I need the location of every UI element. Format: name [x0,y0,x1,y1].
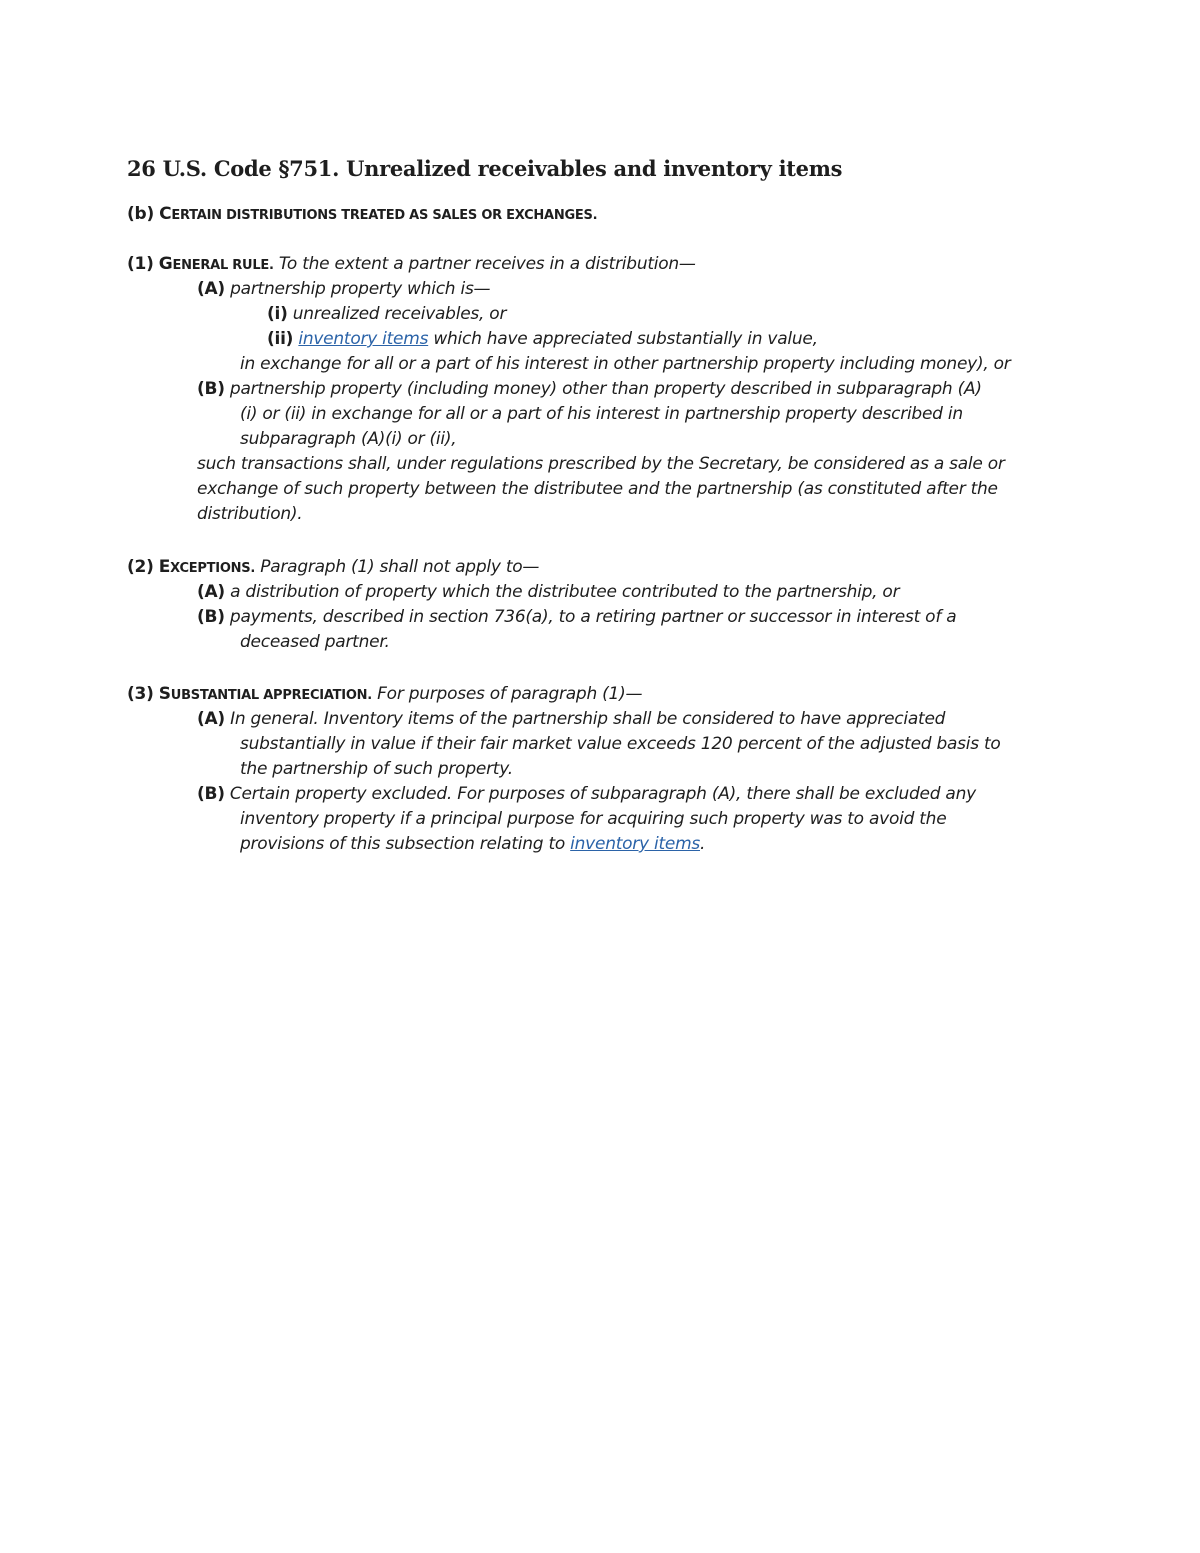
paragraph-1-A-ii [267,327,818,352]
inventory-items-link-2[interactable]: inventory items [570,834,700,854]
paragraph-1-tail-line-3: distribution). [197,504,303,524]
paragraph-3-title: SUBSTANTIAL APPRECIATION. [158,684,372,704]
paragraph-3-intro: For purposes of paragraph (1)— [377,684,643,704]
paragraph-3-B-line-2: inventory property if a principal purpose for acquiring such property was to avoid the [240,809,947,829]
paragraph-2-A-label: (A) [197,582,225,602]
paragraph-1-A-label: (A) [197,279,225,299]
paragraph-2-label: (2) [127,557,154,577]
paragraph-3-B-line-3 [240,832,705,857]
paragraph-1-B-line-3: subparagraph (A)(i) or (ii), [240,429,457,449]
paragraph-3-heading [127,682,642,708]
paragraph-1-B-label: (B) [197,379,225,399]
paragraph-1-A-text: partnership property which is— [230,279,491,299]
paragraph-2-B-line-2: deceased partner. [240,632,390,652]
paragraph-1-tail-line-2: exchange of such property between the distributee and the partnership (as constituted after the [197,479,998,499]
paragraph-1-A-ii-text: which have appreciated substantially in value, [428,329,818,349]
paragraph-3-A [197,707,945,732]
subsection-b-label: (b) [127,204,154,224]
paragraph-1-A-tail: in exchange for all or a part of his interest in other partnership property including money), or [240,354,1011,374]
paragraph-1-title: GENERAL RULE. [158,254,274,274]
paragraph-3-A-label: (A) [197,709,225,729]
paragraph-1-B [197,377,982,402]
paragraph-3-B-line-3-end: . [700,834,706,854]
paragraph-2-B [197,605,956,630]
paragraph-1-tail-line-1: such transactions shall, under regulations prescribed by the Secretary, be considered as a sale or [197,454,1005,474]
paragraph-3-B-text: Certain property excluded. For purposes of subparagraph (A), there shall be excluded any [229,784,976,804]
paragraph-3-B-label: (B) [197,784,225,804]
paragraph-3-label: (3) [127,684,154,704]
subsection-b-heading [127,202,597,228]
paragraph-3-B-line-3-text: provisions of this subsection relating to [240,834,571,854]
paragraph-2-A-text: a distribution of property which the distributee contributed to the partnership, or [230,582,900,602]
paragraph-1-B-line-2: (i) or (ii) in exchange for all or a part of his interest in partnership property described in [240,404,963,424]
paragraph-1-A-i [267,302,506,327]
paragraph-1-A-i-label: (i) [267,304,288,324]
paragraph-2-heading [127,555,539,581]
paragraph-1-label: (1) [127,254,154,274]
paragraph-1-B-text: partnership property (including money) other than property described in subparagraph (A) [229,379,982,399]
paragraph-3-A-text: In general. Inventory items of the partnership shall be considered to have appreciated [230,709,946,729]
subsection-b-title: CERTAIN DISTRIBUTIONS TREATED AS SALES OR EXCHANGES. [159,204,598,224]
paragraph-1-A-ii-label: (ii) [267,329,294,349]
paragraph-2-B-text: payments, described in section 736(a), to a retiring partner or successor in interest of a [229,607,957,627]
inventory-items-link[interactable]: inventory items [298,329,429,349]
paragraph-3-A-line-3: the partnership of such property. [240,759,513,779]
paragraph-2-B-label: (B) [197,607,225,627]
paragraph-2-title: EXCEPTIONS. [158,557,256,577]
paragraph-3-A-line-2: substantially in value if their fair market value exceeds 120 percent of the adjusted basis to [240,734,1001,754]
paragraph-3-B [197,782,976,807]
paragraph-2-A [197,580,899,605]
paragraph-1-A-i-text: unrealized receivables, or [292,304,507,324]
paragraph-1-heading [127,252,696,278]
document-title: 26 U.S. Code §751. Unrealized receivables and inventory items [127,156,843,181]
paragraph-1-intro: To the extent a partner receives in a distribution— [278,254,696,274]
paragraph-2-intro: Paragraph (1) shall not apply to— [260,557,540,577]
paragraph-1-A [197,277,490,302]
